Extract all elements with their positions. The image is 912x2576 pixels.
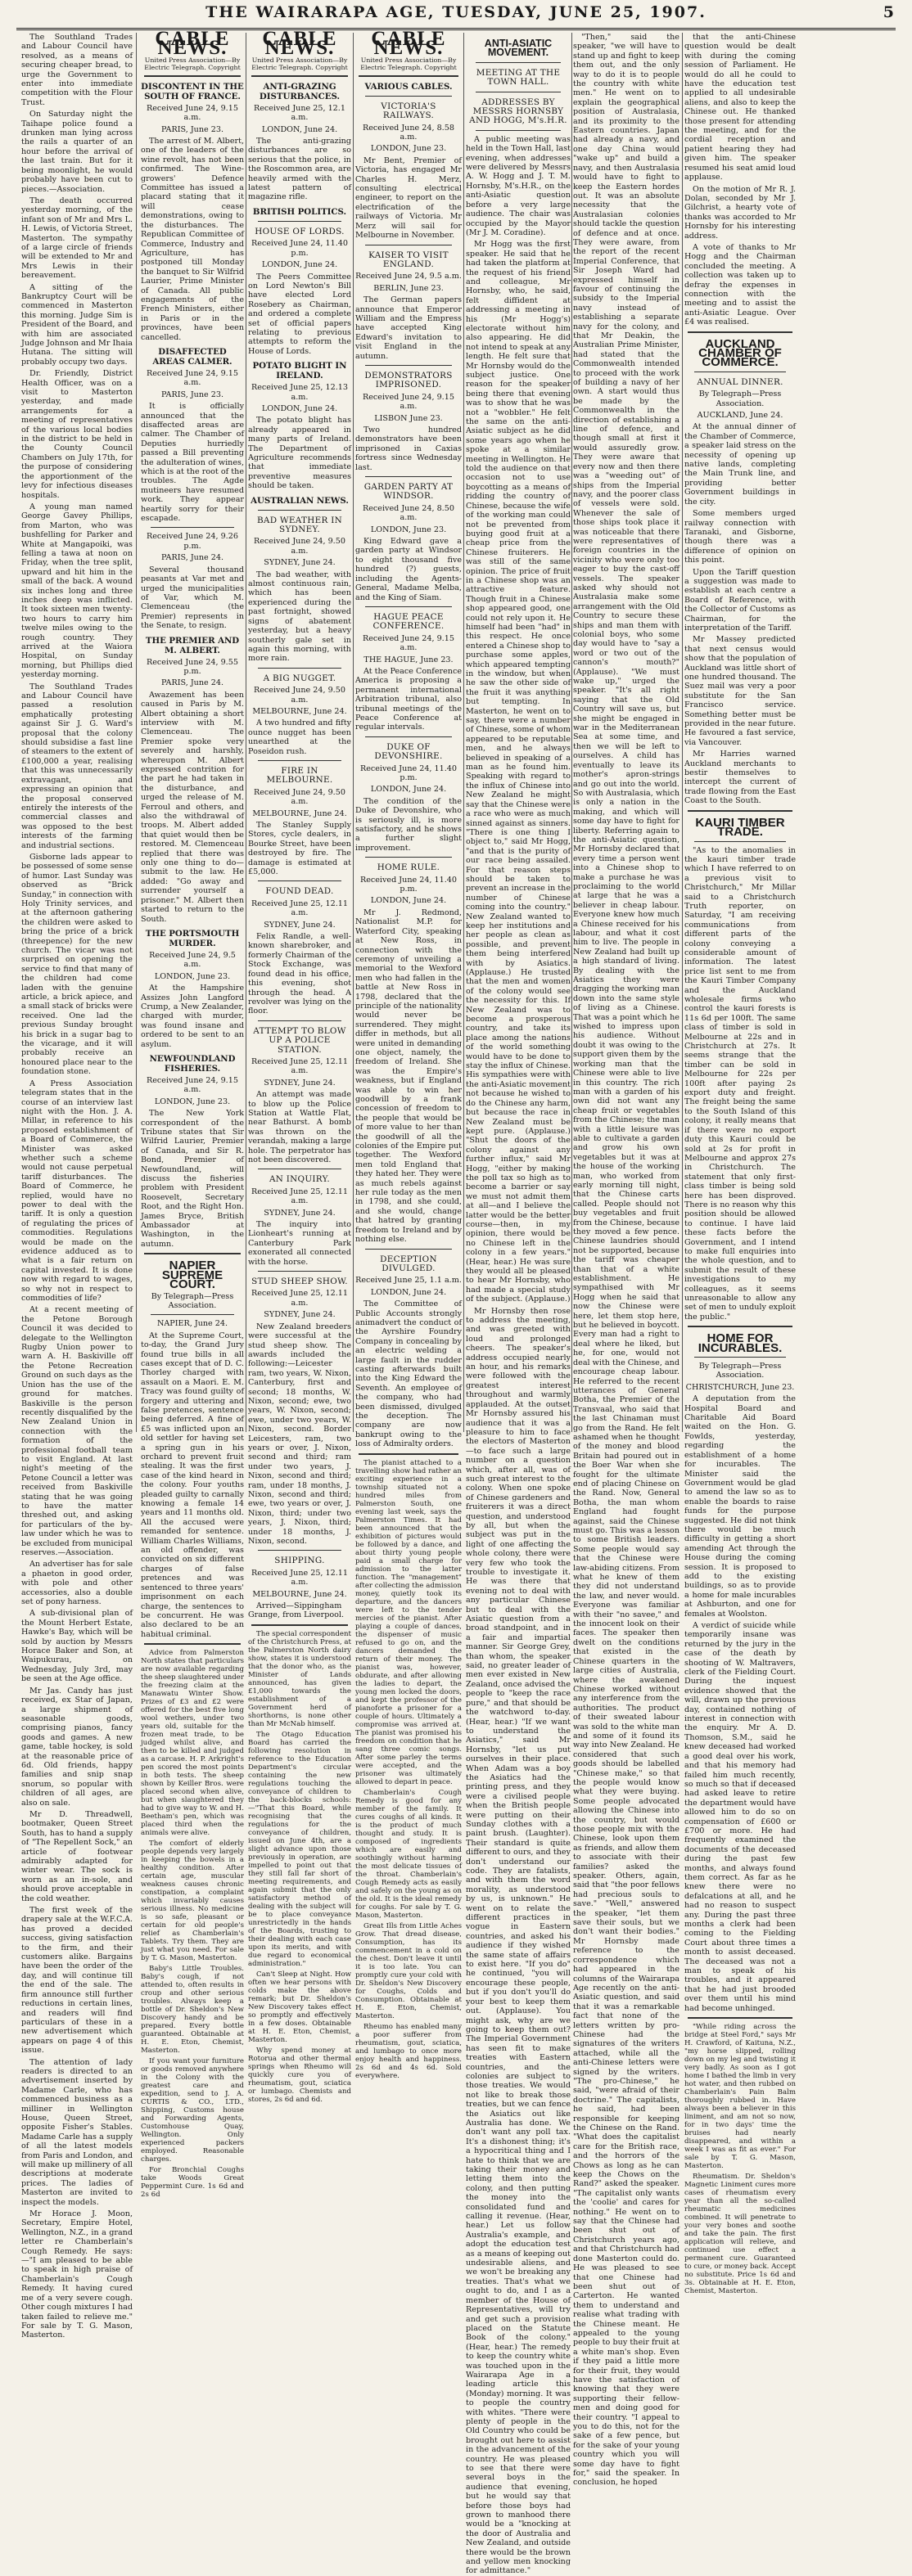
divider — [694, 1357, 786, 1358]
item-heading: DEMONSTRATORS IMPRISONED. — [364, 370, 453, 390]
dateline: SYDNEY, June 24. — [264, 1208, 336, 1218]
dateline: PARIS, June 24. — [160, 553, 224, 563]
cable-items — [355, 82, 462, 1449]
section-heading: DISAFFECTED AREAS CALMER. — [152, 346, 233, 367]
column-cable-news-1 — [141, 28, 244, 2200]
press-credit: By Telegraph—Press Association. — [698, 390, 782, 408]
dateline: LONDON, June 23. — [370, 525, 447, 534]
item-text: The inquiry into Lionheart's running at Canterbury Park exonerated all connected with the horse. — [248, 1220, 351, 1267]
item-text: An attempt was made to blow up the Police Station at Wattle Flat, near Bathurst. A bomb was thrown on the verandah, making a large hole. The perpetrator has not been discovered. — [248, 1090, 351, 1164]
paragraph: Great Ills from Little Aches Grow. That dread disease, Consumption, has its commencement in a cold on the chest. Don't leave it until it is too late. You can promptly cure your cold with Dr. Sheldon's New Discovery for Coughs, Colds and Consumption. Obtainable at H. E. Eton, Chemist, Masterton. — [355, 1921, 462, 2020]
paragraph: A deputation from the Hospital Board and Charitable Aid Board waited on the Hon. G. Fowlds, yesterday, regarding the establishment of a home for incurables. The Minister said the Government would be glad to amend the law so as to enable the boards to raise funds for the purpose suggested. He did not think there would be much difficulty in getting a short amending Act through the House during the coming session. It is proposed to add to the existing buildings, so as to provide a home for male incurables at Ashburton, and one for females at Woolston. — [684, 1394, 796, 1619]
item-heading: A BIG NUGGET. — [263, 673, 336, 683]
paragraph: Rheumo has enabled many a poor sufferer from rheumatism, gout, sciatica, and lumbago to once more enjoy health and happiness. 2s 6d and 4s 6d. Sold everywhere. — [355, 2022, 462, 2080]
column-cable-news-2 — [248, 28, 351, 2104]
dateline: SYDNEY, June 24. — [264, 1310, 336, 1320]
received-time: Received June 24, 8.58 a.m. — [363, 123, 454, 142]
item-text: The arrest of M. Albert, one of the leaders of the wine revolt, has not been confirmed. The Wine-growers' Defence Committee has issued a placard stating that it will cease demonstrations, owing to the disturbances. The Republican Committee of Commerce, Industry and Agriculture, has postponed till Monday the banquet to Sir Wilfrid Laurier, Prime Minister of Canada. All public engagements of the French Ministers, either in Paris or in the provinces, have been cancelled. — [141, 137, 244, 342]
paragraph: A sitting of the Bankruptcy Court will be commenced in Masterton this morning. Judge Sim is President of the Board, and with him are associated Judge Johnson and Mr Ihaia Hutana. The sitting will probably occupy two days. — [21, 282, 133, 367]
cable-news-banner: CABLE NEWS. — [371, 28, 446, 60]
dateline: PARIS, June 23. — [160, 124, 224, 134]
paragraph: A sub-divisional plan of the Mount Herbert Estate, Hawke's Bay, which will be sold by auction by Messrs Horace Baker and Son, at Waipukurau, on Wednesday, July 3rd, may be seen at the Age office. — [21, 1609, 133, 1684]
item-text: The New York correspondent of the Tribune states that Sir Wilfrid Laurier, Premier of Canada, and Sir R. Bond, Premier of Newfoundland, will discuss the fisheries problem with President Roosevelt, Secretary Root, and the Right Hon. James Bryce, British Ambassador at Washington, in the autumn. — [141, 1109, 244, 1249]
column-anti-asiatic-cont — [573, 33, 679, 2488]
paragraph: Mr Hornsby then rose to address the meeting, and was greeted with loud and prolonged cheers. The speaker's address occupied nearly an hour, and his remarks were followed with the greatest interest throughout and warmly applauded. At the outset Mr Hornsby assured his audience that it was a pleasure to him to face the electors of Masterton—to face such a large number on a question which, after all, was of such great interest to the colony. When one spoke of Chinese gardeners and fruiterers it was a direct question, and understood by all, but when the subject was put in the light of one affecting the whole colony, there were very few who took the trouble to investigate it. He was there that evening not to deal with any particular Chinese but to deal with the Asiatic question from a broad standpoint, and in a fair and impartial manner. Sir George Grey, than whom, the speaker said, no greater leader of men ever existed in New Zealand, once advised the people to "keep the race pure," and that should be the watchword to-day. (Hear, hear.) "If we want to understand the Asiatics," said Mr Hornsby, "let us put ourselves in their place. When Adam was a boy the Asiatics had the printing press, and they were a civilised people when the British people were putting on their Sunday clothes with a paint brush. (Laughter). Their standard is quite different to ours, and they don't understand our code. They are fatalists, and with them the word morality, as understood by us, is unknown." He went on to relate the different practices in vogue in Eastern countries, and asked his audience if they wished the same state of affairs to exist here. "If you do" he continued, "you will encourage these people, but if you don't you'll do your best to keep them out. (Applause). You might ask, why are we going to keep them out? The Imperial Government has seen fit to make treaties with Eastern countries, and the colonies are subject to those treaties. We would not like to break those treaties, but we can fence the Asiatics out like Australia has done. We don't want any poll tax. It's a dishonest thing; it's a hypocritical thing and I hate to think that we are taking their money and letting them into the colony, and then putting the money into the consolidated fund and calling it revenue. (Hear, hear.) Let us follow Australia's example, and adopt the education test as a means of keeping out undesirable aliens, and we won't be breaking any treaties. That's what we ought to do, and I as a member of the House of Representatives, will try and get such a provision placed on the Statute Book of the colony." (Hear, hear.) The remedy to keep the country white was touched upon in the Wairarapa Age in a leading article this (Monday) morning. It was to people the country with whites. "There were plenty of people in the Old Country who could be brought out here to assist in the advancement of the country. He was pleased to see that there were several boys in the audience that evening, but he would say that before those boys had grown to manhood there would be a "knocking at the door of Australia and New Zealand, and outside there would be the brown and yellow men knocking for admittance." — [466, 1306, 571, 2576]
column-telegraph — [684, 33, 796, 2296]
divider — [365, 365, 452, 366]
paragraph: Can't Sleep at Night. How often we hear persons with colds make the above remark; but Dr. Sheldon's New Discovery takes effect so promptly and effectively in a few doses. Obtainable at H. E. Eton, Chemist, Masterton. — [248, 1970, 351, 2044]
paragraph: On the motion of Mr R. J. Dolan, seconded by Mr J. Gilchrist, a hearty vote of thanks was accorded to Mr Hornsby for his interesting address. — [684, 184, 796, 241]
paragraph: Mr Harries warned Auckland merchants to bestir themselves to intercept the current of trade flowing from the East Coast to the South. — [684, 750, 796, 806]
received-time: Received June 24, 9.15 a.m. — [363, 633, 454, 653]
item-text: The anti-grazing disturbances are so serious that the police, in the Roscommon area, are heavily armed with the latest pattern of magazine rifle. — [248, 137, 351, 202]
received-time: Received June 24, 9.5 a.m. — [149, 950, 236, 970]
received-time: Received June 25, 12.11 a.m. — [251, 898, 348, 918]
section-heading: BRITISH POLITICS. — [252, 206, 347, 217]
received-time: Received June 25, 12.11 a.m. — [251, 1056, 348, 1076]
article-subhead: ADDRESSES BY MESSRS HORNSBY AND HOGG, M's.H.R. — [469, 97, 567, 126]
divider — [258, 510, 341, 511]
paragraph: Mr D. Threadwell, bootmaker, Queen Street South, has to hand a supply of "The Repellent Sock," an article of footwear admirably adapted for winter wear. The sock is worn as an in-sole, and should prove acceptable in the cold weather. — [21, 1809, 133, 1903]
column-rule — [463, 33, 464, 1432]
received-time: Received June 24, 11.40 p.m. — [251, 239, 348, 258]
advertisements — [141, 1649, 244, 2199]
divider — [258, 1550, 341, 1551]
article-body — [466, 135, 571, 2576]
paragraph: "As to the anomalies in the kauri timber trade which I have referred to on a previous visit to Christchurch," Mr Millar said to a Christchurch Truth reporter, on Saturday, "I am receiving communications from different parts of the colony conveying a considerable amount of information. The latest price list sent to me from the Kauri Timber Company and the Auckland wholesale firms who control the kauri forests is 11s 6d per 100ft. The same class of timber is sold in Melbourne at 22s and in Christchurch at 27s. It seems strange that the timber can be sold in Melbourne for 22s per 100ft after paying 2s export duty and freight. The freight being the same to the South Island of this colony, it really means that if there were no export duty this Kauri could be sold at 2s for profit in Melbourne and approx 27s in Christchurch. The statement that only first-class timber is being sold here has been disproved. There is no reason why this position should be allowed to continue. I have laid these facts before the Government, and I intend to make full enquiries into the whole question, and to submit the result of these investigations to my colleagues, as it seems unreasonable to allow any set of men to unduly exploit the public." — [684, 845, 796, 1322]
cable-items — [141, 82, 244, 1249]
received-time: Received June 24, 9.50 a.m. — [254, 686, 345, 705]
item-heading: ATTEMPT TO BLOW UP A POLICE STATION. — [253, 1025, 346, 1055]
paragraph: Dr. Friendly, District Health Officer, was on a visit to Masterton yesterday, and made arrangements for a meeting of representatives of the various local bodies in the district to be held in the County Council Chambers on July 17th, for the purpose of considering the apportionment of the levy for infectious diseases hospitals. — [21, 369, 133, 500]
item-text: The condition of the Duke of Devonshire, who is seriously ill, is more satisfactory, and he shows a further slight improvement. — [355, 796, 462, 853]
dateline: MELBOURNE, June 24. — [252, 706, 347, 716]
section-heading: AUSTRALIAN NEWS. — [251, 495, 349, 506]
article-subhead: MEETING AT THE TOWN HALL. — [476, 67, 561, 88]
article-headline: ANTI-ASIATIC MOVEMENT. — [484, 38, 553, 59]
paragraph: On Saturday night the Taihape police found a drunken man lying across the rails a quarter of an hour before the arrival of the last train. But for it being moonlight, he would probably have been cut to pieces.—Association. — [21, 110, 133, 194]
advertisements — [684, 2023, 796, 2295]
item-text: The Stanley Supply Stores, cycle dealers, in Bourke Street, have been destroyed by fire. The damage is estimated at £5,000. — [248, 821, 351, 877]
received-time: Received June 25, 12.13 a.m. — [251, 383, 348, 402]
article-headline: HOME FOR INCURABLES. — [698, 1331, 783, 1355]
article-body — [684, 422, 796, 805]
paragraph: "While riding across the bridge at Steel Ford," says Mr H. Crawford, of Kaituna, N.Z., "my horse slipped, rolling down on my leg and twisting it very badly. As soon as I got home I bathed the limb in very hot water, and then rubbed on Chamberlain's Pain Balm thoroughly rubbed in. Have always been a believer in this liniment, and am not so now, for in two days' time the bruises had nearly disappeared, and within a week I was as fit as ever." For sale by T. G. Mason, Masterton. — [684, 2023, 796, 2171]
item-text: The potato blight has already appeared in many parts of Ireland. The Department of Agriculture recommends that immediate preventive measures should be taken. — [248, 416, 351, 491]
paragraph: Chamberlain's Cough Remedy is good for any member of the family. It cures coughs of all kinds. It is the product of much thought and study. It is composed of ingredients which are easily and soothingly without harming the most delicate tissues of the throat. Chamberlain's Cough Remedy acts as easily and safely on the young as on the old. It is the ideal remedy for coughs. For sale by T. G. Mason, Masterton. — [355, 1788, 462, 1920]
paragraph: A vote of thanks to Mr Hogg and the Chairman concluded the meeting. A collection was taken up to defray the expenses in connection with the meeting and to assist the anti-Asiatic League. Over £4 was realised. — [684, 242, 796, 327]
cable-credit: United Press Association—By Electric Telegraph. Copyright — [360, 56, 457, 71]
column-rule — [682, 33, 683, 1432]
received-time: Received June 25, 1.1 a.m. — [355, 1276, 462, 1286]
divider — [144, 1253, 241, 1254]
paragraph: The Otago Education Board has carried the following resolution in reference to the Education Department's circular containing the new regulations touching the conveyance of children to the back-blocks schools:—"That this Board, while recognising that the regulations for the conveyance of children, issued on June 4th, are a slight advance upon those previously in operation, are impelled to point out that they still fall far short of meeting requirements, and again submit that the only satisfactory method of dealing with the subject will be to place conveyance unrestrictedly in the hands of the Boards, trusting to their dealing with each case upon its merits, and with due regard to economical administration." — [248, 1730, 351, 1968]
divider — [258, 1271, 341, 1272]
divider — [144, 1643, 241, 1645]
paragraph: At a recent meeting of the Petone Borough Council it was decided to delegate to the Wellington Rugby Union power to warn A. H. Baskiville off the Petone Recreation Ground on such days as the Union has the use of the ground for matches. Baskiville is the person recently disqualified by the New Zealand Union in connection with the formation of the professional football team to visit England. At last night's meeting of the Petone Council a letter was received from Baskiville stating that he was going to have the matter threshed out, and asking for particulars of the by-law under which he was to be excluded from municipal reserves.—Association. — [21, 1305, 133, 1557]
paragraph: The first week of the drapery sale at the W.F.C.A. has proved a decided success, giving satisfaction to the firm, and their customers alike. Bargains have been the order of the day, and will continue till the end of the sale. The firm announce still further reductions in certain lines, and readers will find particulars of these in a new advertisement which appears on page 4 of this issue. — [21, 1906, 133, 2056]
dateline: SYDNEY, June 24. — [264, 1078, 336, 1088]
item-text: At the Hampshire Assizes John Langford Crump, a New Zealander, charged with murder, was found insane and ordered to be sent to an asylum. — [141, 984, 244, 1049]
dateline: LONDON, June 23. — [370, 144, 447, 154]
dateline: PARIS, June 23. — [160, 390, 224, 399]
item-heading: DECEPTION DIVULGED. — [380, 1254, 437, 1273]
paragraph: An advertiser has for sale a phaeton in good order, with pole and other accessories, also a double set of pony harness. — [21, 1560, 133, 1607]
divider — [365, 736, 452, 737]
received-time: Received June 25, 12.11 a.m. — [251, 1568, 348, 1587]
dateline: LONDON, June 23. — [154, 971, 231, 981]
item-text: It is officially announced that the disaffected areas are calmer. The Chamber of Deputies hurriedly passed a Bill preventing the adulteration of wines, which is at the root of the troubles. The Agde mutineers have resumed work. They appear heartily sorry for their escapade. — [141, 402, 244, 524]
dateline: AUCKLAND, June 24. — [697, 411, 783, 421]
item-heading: DUKE OF DEVONSHIRE. — [374, 741, 443, 762]
divider — [151, 1314, 234, 1315]
divider — [365, 96, 452, 97]
dateline: BERLIN, June 23. — [373, 283, 444, 293]
article-headline: NAPIER SUPREME COURT. — [161, 1259, 223, 1292]
received-time: Received June 24, 9.55 p.m. — [147, 657, 238, 676]
paragraph: Gisborne lads appear to be possessed of some sense of humor. Last Sunday was observed as "Brick Sunday," in connection with Holy Trinity services, and at the afternoon gathering the children were asked to bring the price of a brick (threepence) for the new church. The vicar was not surprised on opening the service to find that many of the children had come laden with the genuine article, a brick apiece, and a small stack of bricks were received. One lad the previous Sunday brought his brick in a sugar bag to the vicarage, and it will probably receive an honoured place near to the foundation stone. — [21, 852, 133, 1077]
section-heading: POTATO BLIGHT IN IRELAND. — [252, 361, 347, 381]
article-body: At the Supreme Court, to-day, the Grand Jury found true bills in all cases except that of D. C. Thorley charged with assault on a Maori. E. M. Tracy was found guilty of forgery and uttering and false pretences, sentence being deferred. A fine of £5 was inflicted upon an old settler for having set a spring gun in his orchard to prevent fruit stealing. It was the first case of the kind heard in the colony. Four youths pleaded guilty to carnally knowing a female 14 years and 11 months old. All the accused were remanded for sentence. William Charles Williams, an old offender, was convicted on six different charges of false pretences and was sentenced to three years' imprisonment on each charge, the sentences to be concurrent. He was also declared to be an habitual criminal. — [141, 1331, 244, 1639]
received-time: Received June 24, 11.40 p.m. — [359, 875, 457, 894]
paragraph: If you want your furniture or goods removed anywhere in the Colony with the greatest care and expedition, send to J. A. CURTIS & CO., LTD., Shipping, Customs house and Forwarding Agents, Customhouse Quay, Wellington. Only experienced packers employed. Reasonable charges. — [141, 2057, 244, 2164]
dateline: LONDON, June 24. — [370, 785, 447, 795]
received-time: Received June 24, 9.26 p.m. — [147, 532, 238, 551]
dateline: PARIS, June 24. — [160, 678, 224, 688]
item-heading: HOME RULE. — [377, 862, 440, 873]
paragraph: Mr Horace J. Moon, Secretary, Empire Hotel, Wellington, N.Z., in a grand letter re Chamberlain's Cough Remedy. He says:—"I am pleased to be able to speak in high praise of Chamberlain's Cough Remedy. It having cured me of a very severe cough. Other cough mixtures I had taken failed to relieve me." For sale by T. G. Mason, Masterton. — [21, 2209, 133, 2340]
item-text: Arrived—Sippingham Grange, from Liverpool. — [248, 1601, 345, 1620]
column-rule — [571, 33, 572, 1432]
divider — [258, 880, 341, 881]
dateline: LISBON June 23. — [374, 413, 443, 423]
item-text: New Zealand breeders were successful at the stud sheep show. The awards included the following:—Leicester ram, two years, W. Nixon, Canterbury, first and second; 18 months, W. Nixon, second; ewe, two years, W. Nixon, second; ewe, under two years, W. Nixon, second. Border Leicesters, ram, two years or over, J. Nixon, second and third; ram under two years, J. Nixon, second and third; ram, under 18 months, J. Nixon, second and third; ewe, two years or over, J. Nixon, third; under two years, J. Nixon, third; under 18 months, J. Nixon, second. — [248, 1322, 351, 1547]
paragraph: Why spend money at Rotorua and other thermal springs when Rheumo will quickly cure you of rheumatism, gout, sciatica or lumbago. Chemists and stores, 2s 6d and 6d. — [248, 2046, 351, 2104]
advertisements — [355, 1459, 462, 2080]
article-body — [684, 1394, 796, 2013]
divider — [476, 62, 561, 63]
item-heading: BAD WEATHER IN SYDNEY. — [256, 515, 343, 535]
paragraph: The special correspondent of the Christchurch Press, at the Palmerston North dairy show, states it is understood that the donor who, as the Minister of Lands announced, has given £1,000 towards the establishment of a Government herd of shorthorns, is none other than Mr McNab himself. — [248, 1629, 351, 1728]
item-heading: AN INQUIRY. — [269, 1174, 331, 1185]
paragraph: A verdict of suicide while temporarily insane was returned by the jury in the case of the death by shooting of W. Maltravers, clerk of the Fielding Court. During the inquest evidence showed that the will, drawn up the previous day, contained nothing of interest in connection with the enquiry. Mr A. D. Thomson, S.M., said he knew deceased had worked a good deal over his work, and that his memory had failed him much recently, so much so that if deceased had asked leave to retire the department would have allowed him to do so on compensation of £600 or £700 or more. He had frequently examined the documents of the deceased during the past few months, and always found them correct. As far as he knew there were no defalcations at all, and he had no reason to suspect any. During the past three months a clerk had been coming to the Fielding Court about three times a month to assist deceased. The deceased was not a man to speak of his troubles, and it appeared that he had just brooded over them until his mind had become unhinged. — [684, 1621, 796, 2013]
item-text: Two hundred demonstrators have been imprisoned in Caxias fortress since Wednesday last. — [355, 426, 462, 472]
press-credit: By Telegraph—Press Association. — [151, 1291, 234, 1310]
paragraph: Rheumatism. Dr. Sheldon's Magnetic Liniment cures more cases of rheumatism every year than all the so-called rheumatic medicines combined. It will penetrate to your very bones and soothe and take the pain. The first application will relieve, and continued use effect a permanent cure. Guaranteed to cure, or money back. Accept no substitute. Price 1s 6d and 3s. Obtainable at H. E. Eton, Chemist, Masterton. — [684, 2173, 796, 2296]
paragraph: Advice from Palmerston North states that particulars are now available regarding the sheep slaughtered under the freezing claim at the Manawatu Winter Show. Prizes of £3 and £2 were offered for the best five long wool wethers, under two years old, suitable for the frozen meat trade, to be judged whilst alive, and then to be killed and judged as a carcase. H. P. Arkright's pen scored the most points in both tests. The sheep shown by Keiller Bros. were placed second when alive, but when slaughtered they had to give way to W. and H. Beetham's pen, which was placed third when the animals were alive. — [141, 1649, 244, 1838]
item-heading: HAGUE PEACE CONFERENCE. — [372, 611, 445, 632]
item-heading: SHIPPING. — [274, 1556, 325, 1566]
item-heading: KAISER TO VISIT ENGLAND. — [368, 250, 449, 269]
received-time: Received June 25, 12.11 a.m. — [251, 1289, 348, 1308]
received-time: Received June 24, 9.15 a.m. — [147, 368, 238, 388]
paragraph: that the anti-Chinese question would be dealt with during the coming session of Parliament. He would do all he could to have the education test applied to all undesirable aliens, and also to keep the Chinese out. He thanked those present for attending the meeting, and for the cordial reception and patient hearing they had given him. The speaker resumed his seat amid loud applause. — [684, 33, 796, 182]
article-subhead: ANNUAL DINNER. — [697, 376, 783, 387]
divider — [258, 760, 341, 761]
item-text: Mr Bent, Premier of Victoria, has engaged Mr Charles H. Merz, consulting electrical engineer, to report on the electrification of the railways of Victoria. Mr Merz will sail for Melbourne in November. — [355, 155, 462, 241]
divider — [688, 810, 792, 812]
divider — [365, 857, 452, 858]
dateline: SYDNEY, June 24. — [264, 558, 336, 568]
dateline: MELBOURNE, June 24. — [252, 1589, 347, 1599]
dateline: LONDON, June 24. — [370, 896, 447, 906]
dateline: MELBOURNE, June 24. — [252, 808, 347, 818]
received-time: Received June 24, 11.40 p.m. — [359, 763, 457, 782]
divider — [251, 1624, 348, 1626]
dateline: LONDON, June 24. — [261, 403, 338, 413]
received-time: Received June 24, 9.50 a.m. — [254, 537, 345, 556]
item-text: Several thousand peasants at Var met and urged the municipalities of Var, which M. Clemenceau (the Premier) represents in the Senate, to resign. — [141, 565, 244, 631]
item-text: The bad weather, with almost continuous rain, which has been experienced during the past fortnight, showed signs of abatement yesterday, but a heavy southerly gale set in again this morning, with more rain. — [248, 570, 351, 664]
dateline: NAPIER, June 24. — [156, 1319, 228, 1329]
paragraph: The attention of lady readers is directed to an advertisement inserted by Madame Carle, who has commenced business as a milliner in Wellington House, Queen Street, opposite Fisher's Stables. Madame Carle has a supply of all the latest models from Paris and London, and will make up millinery of all descriptions at moderate prices. The ladies of Masterton are invited to inspect the models. — [21, 2057, 133, 2207]
received-time: Received June 24, 8.50 a.m. — [363, 503, 454, 523]
cable-credit: United Press Association—By Electric Telegraph. Copyright — [251, 56, 348, 71]
section-heading: THE PREMIER AND M. ALBERT. — [145, 635, 240, 655]
article-headline: AUCKLAND CHAMBER OF COMMERCE. — [698, 336, 782, 370]
paragraph: The comfort of elderly people depends very largely in keeping the bowels in a healthy condition. After certain age, muscular weakness causes chronic constipation, a complaint which invariably causes serious illness. No medicine is so safe, pleasant or certain for old people's relief as Chamberlain's Tablets. Try them. They are just what you need. For sale by T. G. Mason, Masterton. — [141, 1840, 244, 1963]
received-time: Received June 24, 9.15 a.m. — [147, 1075, 238, 1095]
divider — [688, 1326, 792, 1327]
divider — [359, 1453, 458, 1455]
paragraph: Mr Jas. Candy has just received, ex Star of Japan, a large shipment of seasonable goods, comprising pianos, fancy goods and games. A new game, table hockey, is sold at the reasonable price of 6d. Old friends, happy families and snip snap snorum, so popular with children of all ages, are also on sale. — [21, 1686, 133, 1808]
column-local-news — [21, 33, 133, 2340]
paragraph: The pianist attached to a travelling show had rather an exciting experience in a township situated not a hundred miles from Palmerston South, one evening last week, says the Palmerston Times. It had been announced that the exhibition of pictures would be followed by a dance, and about thirty young people paid a small charge for admission to the latter function. The "management" after collecting the admission money, quietly took its departure, and the dancers were left to the tender mercies of the pianist. After playing a couple of dances, the dispenser of music refused to go on, and the dancers demanded the return of their money. The pianist was, however, obdurate, and after allowing the ladies to depart, the young men locked the doors, and kept the professor of the pianoforte a prisoner for a couple of hours. Ultimately a compromise was arrived at. The pianist was promised his freedom on condition that he sang three comic songs. After some parley the terms were accepted, and the prisoner was ultimately allowed to depart in peace. — [355, 1458, 462, 1786]
item-text: Awazement has been caused in Paris by M. Albert obtaining a short interview with M. Clemenceau. The Premier spoke very severely and harshly, whereupon M. Albert expressed contrition for the part he had taken in the disturbance, and urged the release of M. Ferroul and others, and also the withdrawal of troops. M. Albert added that quiet would then be restored. M. Clemenceau replied that there was only one thing to do—submit to the law. He added: "Go away and surrender yourself a prisoner." M. Albert then started to return to the South. — [141, 690, 244, 924]
cable-credit: United Press Association—By Electric Telegraph. Copyright — [144, 56, 241, 71]
received-time: Received June 24, 9.5 a.m. — [355, 272, 462, 281]
received-time: Received June 24, 9.15 a.m. — [147, 103, 238, 123]
divider — [258, 668, 341, 669]
paragraph: Upon the Tariff question a suggestion was made to establish at each centre a Board of Reference, with the Collector of Customs as Chairman, for the interpretation of the Tariff. — [684, 567, 796, 633]
section-heading: DISCONTENT IN THE SOUTH OF FRANCE. — [141, 81, 244, 101]
masthead — [16, 3, 896, 30]
cable-news-banner: CABLE NEWS. — [155, 28, 230, 60]
divider — [359, 75, 458, 77]
dateline: LONDON, June 24. — [261, 124, 338, 134]
divider — [144, 75, 241, 77]
column-cable-news-3 — [355, 28, 462, 2080]
dateline: CHRISTCHURCH, June 23. — [685, 1382, 795, 1392]
newspaper-title: THE WAIRARAPA AGE, TUESDAY, JUNE 25, 1907. — [205, 3, 707, 21]
paragraph: A young man named George Gavey Phillips, from Marton, who was bushfelling for Parker and White at Mangapoiki, was felling a tawa at noon on Friday, when the tree split, upward and hit him in the small of the back. A wound six inches long and three inches deep was inflicted. It took sixteen men twenty-two hours to carry him twelve miles owing to the rough country. They arrived at the Waiora Hospital, on Sunday morning, but Phillips died yesterday morning. — [21, 502, 133, 680]
column-rule — [136, 33, 137, 1432]
paragraph: The death occurred yesterday morning, of the infant son of Mr and Mrs L. H. Lewis, of Victoria Street, Masterton. The sympathy of a large circle of friends will be extended to Mr and Mrs Lewis in their bereavement. — [21, 196, 133, 281]
divider — [251, 75, 348, 77]
item-text: The Committee of Public Accounts strongly animadvert the conduct of the Ayrshire Foundry Company in concealing by an electric welding a large fault in the rudder casting afterwards built into the King Edward the Seventh. An employee of the company, who had been dismissed, divulged the deception. The company are now bankrupt owing to the loss of Admiralty orders. — [355, 1299, 462, 1449]
item-text: Felix Randle, a well-known sharebroker, and formerly Chairman of the Stock Exchange, was found dead in his office, this evening, shot through the head. A revolver was lying on the floor. — [248, 932, 351, 1016]
item-heading: FIRE IN MELBOURNE. — [266, 765, 333, 786]
article-body — [684, 846, 796, 1322]
paragraph: At the annual dinner of the Chamber of Commerce, a speaker laid stress on the necessity of opening up native lands, completing the Main Trunk line, and providing better Government buildings in the city. — [684, 422, 796, 507]
item-heading: GARDEN PARTY AT WINDSOR. — [363, 482, 454, 502]
received-time: Received June 24, 9.50 a.m. — [254, 787, 345, 807]
received-time: Received June 25, 12.11 a.m. — [251, 1187, 348, 1206]
paragraph: A public meeting was held in the Town Hall, last evening, when addresses were delivered by Messrs A. W. Hogg and J. T. M. Hornsby, M's.H.R., on the anti-Asiatic question before a very large audience. The chair was occupied by the Mayor (Mr J. M. Coradine). — [466, 134, 571, 237]
dateline: LONDON, June 23. — [154, 1097, 231, 1106]
divider — [688, 2017, 792, 2019]
item-text: At the Peace Conference America is proposing a permanent international Arbitration tribunal, also tribunal meetings of the Peace Conference at regular intervals. — [355, 666, 462, 732]
divider — [365, 1249, 452, 1250]
divider — [688, 331, 792, 333]
paragraph: "Then," said the speaker, "we will have to stand up and fight to keep them out, and the only way to do it is to people the country with white men." He went on to explain the geographical position of Australasia, and its proximity to the Eastern countries. Japan had already a navy, and one day China would "wake up" and build a navy, and then Australasia would have to fight to keep the Eastern hordes out. It was an absolute necessity that the Australasian colonies should tackle the question of defence and at once. They were aware, from the report of the recent Imperial Conference, that Sir Joseph Ward had expressed himself in favour of continuing the subsidy to the Imperial navy instead of establishing a separate navy for the colony, and that Mr Deakin, the Australian Prime Minister, had stated that the Commonwealth intended to proceed with the work of building a navy of her own. A start would thus be made by the Commonwealth in the direction of establishing a line of defence, and though small at first it would assuredly grow. They were aware that every now and then there was a "weeding out" of ships from the Imperial navy, and the poorer class of vessels were sold. Whenever the sale of those ships took place it was noticeable that there were representatives of foreign countries in the vicinity who were only too eager to buy the cast-off vessels. The speaker asked why should not Australasia make some arrangement with the Old Country to secure these ships and man them with colonial boys, who some day would have to "say a word or two out of the cannon's mouth?" (Applause). "We must wake up," urged the speaker. "It's all right saying that the Old Country will save us, but she might be engaged in war in the Mediterranean Sea at some time, and then we will be left to ourselves. A child has eventually to leave its mother's apron-strings and go out into the world. So with Australasia, which is only a nation in the making, and which will some day have to fight for liberty. Referring again to the anti-Asiatic question, Mr Hornsby declared that every time a person went into a Chinese shop to make a purchase he was proclaiming to the world at large that he was a believer in cheap labour. Everyone knew how much a Chinese received for his labour, and what it cost him to live. The people in New Zealand had built up a high standard of living. By dealing with the Asiatics they were dragging the working man down into the same style of living as a Chinese. That was a point which he wished to impress upon his audience. Without doubt it was owing to the support given them by the working man that the Chinese were able to live in this country. The rich man with a garden of his own did not want any cheap fruit or vegetables from the Chinese; the man with a little leisure was able to cultivate a garden and grow his own vegetables but it was at the house of the working man, who worked from early morning till night, that the Chinese carts called. People should not buy vegetables and fruit from the Chinese, because they moved a few pence. Chinese laundries should not be supported, because the tariff was cheaper than that of a white establishment. He sympathised with Mr Hogg when he said that now the Chinese were here, let them stop here, but he believed in boycott. Every man had a right to deal where he liked, but he, for one, would not deal with the Chinese, and encourage cheap labour. He referred to the recent utterances of General Botha, the Premier of the Transvaal, who said that the last Chinaman must go from the Rand. He felt ashamed when he thought of the money and blood Britain had poured out in the Boer War when she fought for the ultimate end of placing Chinese on the Rand. Now, General Botha, the man whom England had fought against, said the Chinese must go. This was a lesson to some British leaders. Some people would say that the Chinese were law-abiding citizens. From what he knew of them they did not understand the law, and never would. Everyone was familiar with their "no savee," and the innocent look on their faces. The speaker then dwelt on the conditions that existed in the Chinese quarters in the large cities of Australia, where the awakened Chinese worked without any interference from the authorities. The product of their sweated labour was sold to the white man and some of it found its way into New Zealand. He considered that such goods should be labelled "Chinese make," so that the people would know what they were buying. Some people advocated allowing the Chinese into the country, but would those people mix with the Chinese, look upon them as friends, and allow them to associate with their families? asked the speaker. Others, again, said that "the poor fellows had precious souls to save." "Well," answered the speaker, "let them save their souls, but we don't want their bodies." Mr Hornsby made reference to the correspondence which had appeared in the columns of the Wairarapa Age recently on the anti-Asiatic question, and said that it was a remarkable fact that none of the letters written by pro-Chinese had the signatures of the writers attached, while all the anti-Chinese letters were signed by the writers. "The pro-Chinese," he said, "were afraid of their doctrine." The capitalists, he said, had been responsible for keeping the Chinese on the Rand. "What does the capitalist care for the British race, and the horrors of the Chows as long as he can keep the Chows on the Rand?" asked the speaker. "The capitalist only wants the 'coolie' and cares for nothing." He went on to say that the Chinese had been shut out of Christchurch years ago, and that Christchurch had done Masterton could do. He was pleased to see that one Chinese had been shut out of Carterton. He wanted them to understand and realise what trading with the Chinese meant. He appealed to the young people to buy their fruit at a white man's shop. Even if they paid a little more for their fruit, they would have the satisfaction of knowing that they were supporting their fellow-men and doing good for their country. "I appeal to you to do this, not for the sake of a few pence, but for the sake of your young country which you will some day have to fight for," said the speaker. In conclusion, he hoped — [573, 33, 679, 2488]
dateline: LONDON, June 24. — [370, 1287, 447, 1297]
item-text: A two hundred and fifty ounce nugget has been unearthed at the Poseidon rush. — [248, 718, 351, 756]
advertisements — [248, 1630, 351, 2104]
press-credit: By Telegraph—Press Association. — [698, 1362, 782, 1380]
cable-items — [248, 82, 351, 1620]
item-text: Mr J. Redmond, Nationalist M.P. for Waterford City, speaking at New Ross, in connection with the ceremony of unveiling a memorial to the Wexford men who had fallen in the battle at New Ross in 1798, declared that the principle of the nationality would never be surrendered. They might differ in methods, but all were united in demanding one object, namely, the freedom of Ireland. She was the Empire's weakness, but if England was able to win her goodwill by a frank concession of freedom to the people that would be of more value to her than the goodwill of all the colonies of the Empire put together. The Wexford men told England that they hated her. They were as much rebels against her rule today as the men in 1798, and she could, and she would, change that hatred by granting freedom to Ireland and by nothing else. — [355, 907, 462, 1245]
section-heading: VARIOUS CABLES. — [364, 81, 453, 92]
divider — [694, 841, 786, 842]
received-time: Received June 24, 9.15 a.m. — [363, 392, 454, 412]
dateline: THE HAGUE, June 23. — [363, 655, 454, 664]
paragraph: Baby's Little Troubles. Baby's cough, if not attended to, often results in croup and other serious troubles. Always keep a bottle of Dr. Sheldon's New Discovery handy and be prepared. Every bottle guaranteed. Obtainable at H. E. Eton, Chemist, Masterton. — [141, 1965, 244, 2056]
column-rule — [353, 33, 354, 1432]
column-anti-asiatic — [466, 33, 571, 2576]
page-number: 5 — [883, 3, 894, 21]
paragraph: Some members urged railway connection with Taranaki, and Gisborne, though there was a difference of opinion on this point. — [684, 509, 796, 565]
paragraph: For Bronchial Coughs take Woods Great Peppermint Cure. 1s 6d and 2s 6d — [141, 2166, 244, 2200]
dateline: LONDON, June 24. — [261, 260, 338, 270]
item-heading: HOUSE OF LORDS. — [255, 226, 345, 236]
item-heading: FOUND DEAD. — [265, 886, 334, 897]
paragraph: The Southland Trades and Labour Council have resolved, as a means of securing cheaper bread, to urge the Government to enter into immediate competition with the Flour Trust. — [21, 33, 133, 107]
item-heading: VICTORIA'S RAILWAYS. — [381, 101, 436, 121]
paragraph: The Southland Trades and Labour Council have passed a resolution emphatically protesting against Sir J. G. Ward's proposal that the colony should subsidise a fast line of steamers to the extent of £100,000 a year, realising that this was unnecessarily extravagant, and expressing an opinion that the proposal conserved entirely the interests of the commercial classes and was opposed to the best interests of the farming and industrial sections. — [21, 682, 133, 850]
cable-news-banner: CABLE NEWS. — [262, 28, 337, 60]
item-heading: STUD SHEEP SHOW. — [251, 1277, 348, 1287]
divider — [151, 527, 234, 528]
item-text: The Peers Committee on Lord Newton's Bill have elected Lord Rosebery as Chairman, and ordered a complete set of official papers relating to previous attempts to reform the House of Lords. — [248, 272, 351, 356]
paragraph: A Press Association telegram states that in the course of an interview last night with the Hon. J. A. Millar, in reference to his proposed establishment of a Board of Commerce, the Minister was asked whether such a scheme would not cause perpetual tariff disturbances. The Board of Commerce, he replied, would have no power to deal with the tariff. It is only a question of regulating the prices of commodities. Regulations would be made on the evidence adduced as to what is a fair return on capital invested. It is done now with regard to wages, so why not in respect to commodities of life? — [21, 1079, 133, 1304]
paragraph: Mr Hogg was the first speaker. He said that he had taken the platform at the request of his friend and colleague, Mr Hornsby, who, he said, felt diffident at addressing a meeting in his (Mr Hogg's) electorate without him also appearing. He did not intend to speak at any length. He felt sure that Mr Hornsby would do the subject justice. One reason for the speaker being there that evening was to show that he was not a "wobbler." He felt the same on the anti-Asiatic subject as he did some years ago when he spoke at a similar meeting in Wellington. He told the audience on that occasion not to use boycotting as a means of ridding the country of Chinese, because the wife of the working man could not be prevented from buying good fruit at a cheap price from the Chinese fruiterers. He was still of the same opinion. The price of fruit in a Chinese shop was an attractive feature. Though fruit in a Chinese shop appeared good, one could not rely upon it. He himself had been "had" in this respect. He once entered a Chinese shop to purchase some apples, which appeared tempting in the window, but when he saw the other side of the fruit it was anything but tempting. In Masterton, he went on to say, there were a number of Chinese, some of whom appeared to be reputable men, and he always believed in speaking of a man as he found him. Speaking with regard to the influx of Chinese into New Zealand he might say that the Chinese were a race who were as much sinned against as sinners. "There is one thing I object to," said Mr Hogg, "and that is the purity of our race being assailed. For that reason steps should be taken to prevent an increase in the number of Chinese coming into the country." New Zealand wanted to keep her institutions and her people as clean as possible, and prevent them being interfered with by Asiatics. (Applause.) He trusted that the men and women of the colony would see the necessity for this. If New Zealand was to become a prosperous country, and take its place among the nations of the world something would have to be done to stay the influx of Chinese. His sympathies were with the anti-Asiatic movement not because he wished to do the Chinese any harm, but because the race in New Zealand must be kept pure. (Applause.) "Shut the doors of the colony against any further influx," said Mr Hogg, "either by making the poll tax so high as to become a barrier or say we must not admit them at all—and I believe the latter would be the better course—then, in my opinion, there would be no Chinese left in the colony in a few years." (Hear, hear.) He was sure they would all be pleased to hear Mr Hornsby, who had made a special study of the subject. (Applause.) — [466, 240, 571, 1304]
divider — [365, 476, 452, 477]
section-heading: ANTI-GRAZING DISTURBANCES. — [259, 81, 341, 101]
divider — [365, 606, 452, 607]
article-headline: KAURI TIMBER TRADE. — [695, 815, 785, 840]
item-text: King Edward gave a garden party at Windsor to eight thousand five hundred (?) guests, including the Agents-General, Madame Melba, and the King of Siam. — [355, 537, 462, 602]
dateline: SYDNEY, June 24. — [264, 920, 336, 930]
divider — [258, 221, 341, 222]
section-heading: NEWFOUNDLAND FISHERIES. — [149, 1053, 236, 1074]
divider — [476, 130, 561, 131]
article-body — [684, 33, 796, 327]
item-text: The German papers announce that Emperor William and the Empress have accepted King Edward's invitation to visit England in the autumn. — [355, 295, 462, 361]
received-time: Received June 25, 12.1 a.m. — [254, 103, 345, 123]
paragraph: Mr Massey predicted that next census would show that the population of Auckland was little short of one hundred thousand. The Suez mail was very a poor substitute for the San Francisco service. Something better must be provided in the near future. He favoured a fast service, via Vancouver. — [684, 635, 796, 747]
section-heading: THE PORTSMOUTH MURDER. — [145, 928, 240, 948]
divider — [258, 1020, 341, 1021]
